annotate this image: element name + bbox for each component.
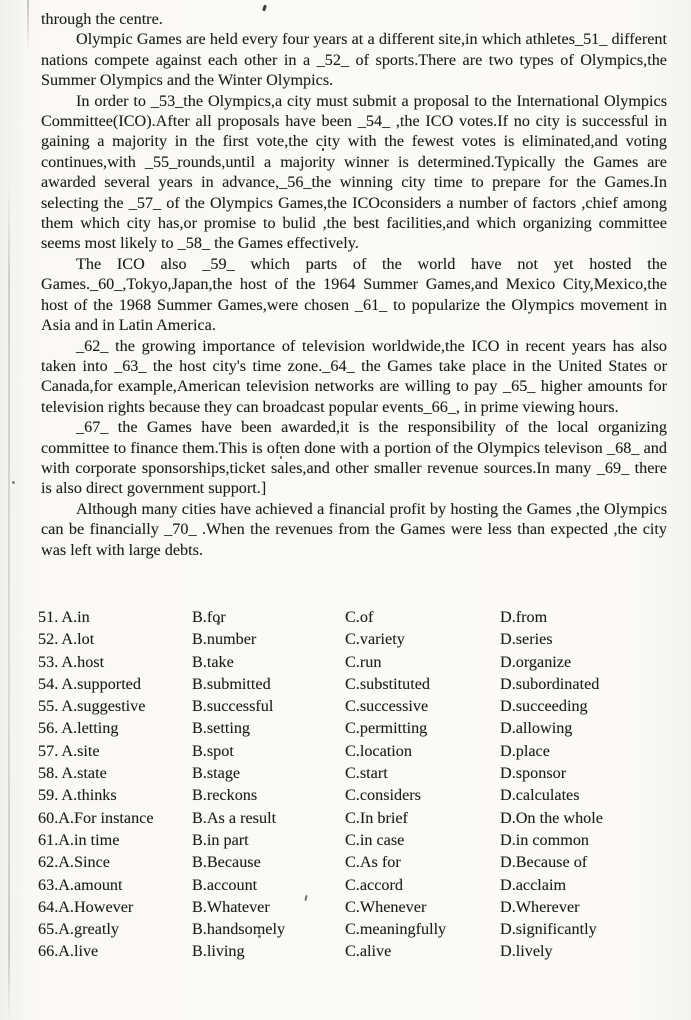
option-d: D.succeeding xyxy=(500,697,588,716)
passage-paragraph-6: Although many cities have achieved a financial profit by hosting the Games ,the Olympics can be financially _70_ .When the revenues from the Games were less than expected ,the city was left with large debts. xyxy=(41,499,667,559)
passage-paragraph-3: The ICO also _59_ which parts of the world have not yet hosted the Games._60_,Tokyo,Japan,the host of the 1964 Summer Games,and Mexico City,Mexico,the host of the 1968 Summer Games,were chosen _61_ to popularize the Olympics movement in Asia and in Latin America. xyxy=(41,254,667,335)
option-d: D.calculates xyxy=(500,786,580,805)
option-b: B.Whatever xyxy=(192,897,270,916)
question-number-option-a: 51. A.in xyxy=(38,607,90,626)
question-number-option-a: 63.A.amount xyxy=(38,875,123,894)
question-row-63 xyxy=(38,874,691,896)
option-d: D.allowing xyxy=(500,719,573,738)
option-d: D.Because of xyxy=(500,853,588,872)
option-d: D.sponsor xyxy=(500,764,567,783)
option-b: B.in part xyxy=(192,830,249,849)
option-c: C.run xyxy=(345,652,382,671)
question-row-59 xyxy=(38,784,691,806)
option-c: C.permitting xyxy=(345,719,428,738)
option-c: C.start xyxy=(345,764,388,783)
question-number-option-a: 59. A.thinks xyxy=(38,786,117,805)
option-c: C.accord xyxy=(345,875,403,894)
option-b: B.account xyxy=(192,875,258,894)
option-c: C.meaningfully xyxy=(345,920,447,939)
passage-paragraph-4: _62_ the growing importance of television worldwide,the ICO in recent years has also taken into _63_ the host city's time zone._64_ the Games take place in the United States or Canada,for example,American television networks are willing to pay _65_ higher amounts for television rights because they can broadcast popular events_66_, in prime viewing hours. xyxy=(41,336,667,416)
option-b: B.take xyxy=(192,652,234,671)
option-c: C.successive xyxy=(345,697,429,716)
question-row-51 xyxy=(38,606,691,628)
option-b: B.successful xyxy=(192,697,274,716)
option-c: C.substituted xyxy=(345,674,430,693)
option-c: C.of xyxy=(345,607,374,626)
option-d: D.subordinated xyxy=(500,674,600,693)
question-number-option-a: 58. A.state xyxy=(38,764,107,783)
option-b: B.Because xyxy=(192,853,261,872)
option-d: D.in common xyxy=(500,830,590,849)
option-c: C.location xyxy=(345,741,412,760)
question-number-option-a: 56. A.letting xyxy=(38,719,119,738)
option-d: D.place xyxy=(500,741,550,760)
question-number-option-a: 53. A.host xyxy=(38,652,105,671)
question-number-option-a: 60.A.For instance xyxy=(38,808,154,827)
passage-paragraph-5: _67_ the Games have been awarded,it is the responsibility of the local organizing committee to finance them.This is often done with a portion of the Olympics televison _68_ and with corporate sponsorships,ticket sales,and other smaller revenue sources.In many _69_ there is also direct government support.] xyxy=(41,418,667,498)
question-number-option-a: 54. A.supported xyxy=(38,674,141,693)
question-number-option-a: 55. A.suggestive xyxy=(38,697,146,716)
option-d: D.significantly xyxy=(500,920,597,939)
question-row-57 xyxy=(38,740,691,762)
option-c: C.In brief xyxy=(345,808,408,827)
question-row-56 xyxy=(38,717,691,739)
passage-continuation-line: through the centre. xyxy=(41,10,163,28)
option-d: D.lively xyxy=(500,942,553,961)
question-row-55 xyxy=(38,695,691,717)
question-number-option-a: 65.A.greatly xyxy=(38,920,119,939)
question-row-58 xyxy=(38,762,691,784)
option-b: B.for xyxy=(192,607,226,626)
option-b: B.living xyxy=(192,942,245,961)
option-c: C.Whenever xyxy=(345,897,427,916)
question-row-53 xyxy=(38,651,691,673)
option-d: D.from xyxy=(500,607,548,626)
question-row-65 xyxy=(38,918,691,940)
option-b: B.number xyxy=(192,630,257,649)
option-d: D.series xyxy=(500,630,553,649)
question-row-54 xyxy=(38,673,691,695)
question-number-option-a: 64.A.However xyxy=(38,897,134,916)
answer-options-table xyxy=(38,606,691,963)
option-b: B.As a result xyxy=(192,808,277,827)
option-b: B.handsomely xyxy=(192,920,286,939)
option-b: B.reckons xyxy=(192,786,258,805)
question-row-66 xyxy=(38,940,691,962)
question-row-62 xyxy=(38,851,691,873)
option-b: B.stage xyxy=(192,764,241,783)
option-c: C.variety xyxy=(345,630,405,649)
option-c: C.in case xyxy=(345,830,405,849)
option-b: B.submitted xyxy=(192,674,271,693)
question-row-52 xyxy=(38,628,691,650)
question-number-option-a: 61.A.in time xyxy=(38,830,120,849)
option-b: B.spot xyxy=(192,741,234,760)
option-b: B.setting xyxy=(192,719,251,738)
option-d: D.On the whole xyxy=(500,808,603,827)
option-d: D.acclaim xyxy=(500,875,567,894)
option-c: C.As for xyxy=(345,853,401,872)
option-d: D.organize xyxy=(500,652,572,671)
question-number-option-a: 52. A.lot xyxy=(38,630,95,649)
option-d: D.Wherever xyxy=(500,897,580,916)
question-row-60 xyxy=(38,807,691,829)
passage-paragraph-2: In order to _53_the Olympics,a city must submit a proposal to the International Olympics Committee(ICO).After all proposals have been _54_ ,the ICO votes.If no city is successful in gaining a majority in the first vote,the city with the fewest votes is eliminated,and voting continues,with _55_rounds,until a majority winner is determined.Typically the Games are awarded several years in advance,_56_the winning city time to prepare for the Games.In selecting the _57_ of the Olympics Games,the ICOconsiders a number of factors ,chief among them which city has,or promise to bulid ,the best facilities,and which organizing committee seems most likely to _58_ the Games effectively. xyxy=(41,91,667,253)
question-number-option-a: 66.A.live xyxy=(38,942,99,961)
passage-paragraph-1: Olympic Games are held every four years at a different site,in which athletes_51_ different nations compete against each other in a _52_ of sports.There are two types of Olympics,the Summer Olympics and the Winter Olympics. xyxy=(41,30,667,90)
question-row-61 xyxy=(38,829,691,851)
question-number-option-a: 62.A.Since xyxy=(38,853,110,872)
option-c: C.alive xyxy=(345,942,392,961)
option-c: C.considers xyxy=(345,786,421,805)
question-number-option-a: 57. A.site xyxy=(38,741,100,760)
question-row-64 xyxy=(38,896,691,918)
